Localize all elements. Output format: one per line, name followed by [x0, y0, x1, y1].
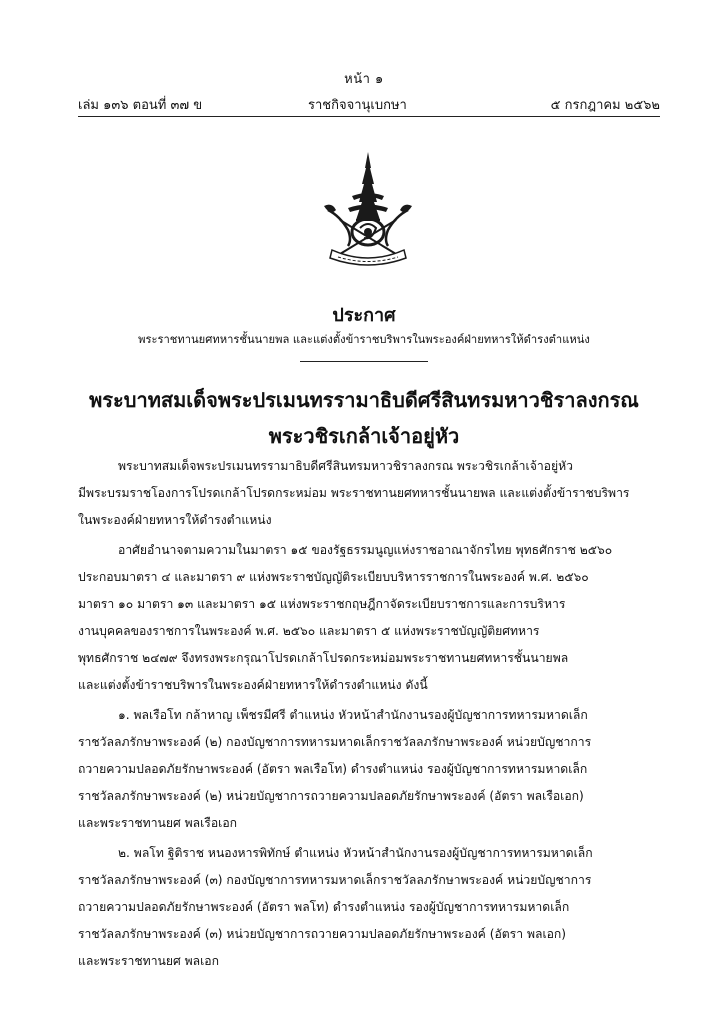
king-name-line-2: พระวชิรเกล้าเจ้าอยู่หัว — [268, 424, 460, 448]
body-line: ๑. พลเรือโท กล้าหาญ เพ็ชรมีศรี ตำแหน่ง หัวหน้าสำนักงานรองผู้บัญชาการทหารมหาดเล็ก — [118, 708, 588, 722]
body-line: ราชวัลลภรักษาพระองค์ (๓) หน่วยบัญชาการถวายความปลอดภัยรักษาพระองค์ (อัตรา พลเอก) — [78, 927, 567, 941]
body-line: และแต่งตั้งข้าราชบริพารในพระองค์ฝ่ายทหารให้ดำรงตำแหน่ง ดังนี้ — [78, 678, 428, 692]
body-line: ถวายความปลอดภัยรักษาพระองค์ (อัตรา พลเรือโท) ดำรงตำแหน่ง รองผู้บัญชาการทหารมหาดเล็ก — [78, 762, 588, 776]
volume-issue: เล่ม ๑๓๖ ตอนที่ ๓๗ ข — [78, 98, 203, 113]
body-line: และพระราชทานยศ พลเอก — [78, 954, 219, 968]
body-line: ราชวัลลภรักษาพระองค์ (๒) กองบัญชาการทหารมหาดเล็กราชวัลลภรักษาพระองค์ หน่วยบัญชาการ — [78, 735, 592, 749]
body-line: มาตรา ๑๐ มาตรา ๑๓ และมาตรา ๑๕ แห่งพระราชกฤษฎีกาจัดระเบียบราชการและการบริหาร — [78, 597, 566, 611]
publication-date: ๕ กรกฎาคม ๒๕๖๒ — [550, 98, 660, 113]
announcement-subtitle: พระราชทานยศทหารชั้นนายพล และแต่งตั้งข้าราชบริพารในพระองค์ฝ่ายทหารให้ดำรงตำแหน่ง — [138, 333, 590, 346]
title-divider — [300, 361, 428, 362]
body-line: ในพระองค์ฝ่ายทหารให้ดำรงตำแหน่ง — [78, 513, 272, 527]
announcement-title: ประกาศ — [332, 305, 396, 326]
body-line: พระบาทสมเด็จพระปรเมนทรรามาธิบดีศรีสินทรมหาวชิราลงกรณ พระวชิรเกล้าเจ้าอยู่หัว — [118, 459, 574, 473]
body-line: งานบุคคลของราชการในพระองค์ พ.ศ. ๒๕๖๐ และมาตรา ๕ แห่งพระราชบัญญัติยศทหาร — [78, 624, 540, 638]
body-line: ๒. พลโท ฐิติราช หนองหารพิทักษ์ ตำแหน่ง หัวหน้าสำนักงานรองผู้บัญชาการทหารมหาดเล็ก — [118, 846, 593, 860]
body-line: และพระราชทานยศ พลเรือเอก — [78, 816, 238, 830]
body-line: ราชวัลลภรักษาพระองค์ (๓) กองบัญชาการทหารมหาดเล็กราชวัลลภรักษาพระองค์ หน่วยบัญชาการ — [78, 873, 592, 887]
body-line: ถวายความปลอดภัยรักษาพระองค์ (อัตรา พลโท) ดำรงตำแหน่ง รองผู้บัญชาการทหารมหาดเล็ก — [78, 900, 570, 914]
gazette-header — [78, 94, 660, 114]
page-number: หน้า ๑ — [344, 72, 384, 87]
header-divider — [78, 116, 660, 117]
body-line: มีพระบรมราชโองการโปรดเกล้าโปรดกระหม่อม พระราชทานยศทหารชั้นนายพล และแต่งตั้งข้าราชบริพาร — [78, 486, 630, 500]
king-name-line-1: พระบาทสมเด็จพระปรเมนทรรามาธิบดีศรีสินทรมหาวชิราลงกรณ — [89, 388, 639, 412]
gazette-name: ราชกิจจานุเบกษา — [308, 98, 407, 113]
body-line: ราชวัลลภรักษาพระองค์ (๒) หน่วยบัญชาการถวายความปลอดภัยรักษาพระองค์ (อัตรา พลเรือเอก) — [78, 789, 584, 803]
body-line: อาศัยอำนาจตามความในมาตรา ๑๕ ของรัฐธรรมนูญแห่งราชอาณาจักรไทย พุทธศักราช ๒๕๖๐ — [118, 543, 613, 557]
royal-cipher-emblem-icon — [318, 150, 418, 270]
body-line: พุทธศักราช ๒๔๗๙ จึงทรงพระกรุณาโปรดเกล้าโปรดกระหม่อมพระราชทานยศทหารชั้นนายพล — [78, 651, 569, 665]
body-line: ประกอบมาตรา ๔ และมาตรา ๙ แห่งพระราชบัญญัติระเบียบบริหารราชการในพระองค์ พ.ศ. ๒๕๖๐ — [78, 570, 589, 584]
